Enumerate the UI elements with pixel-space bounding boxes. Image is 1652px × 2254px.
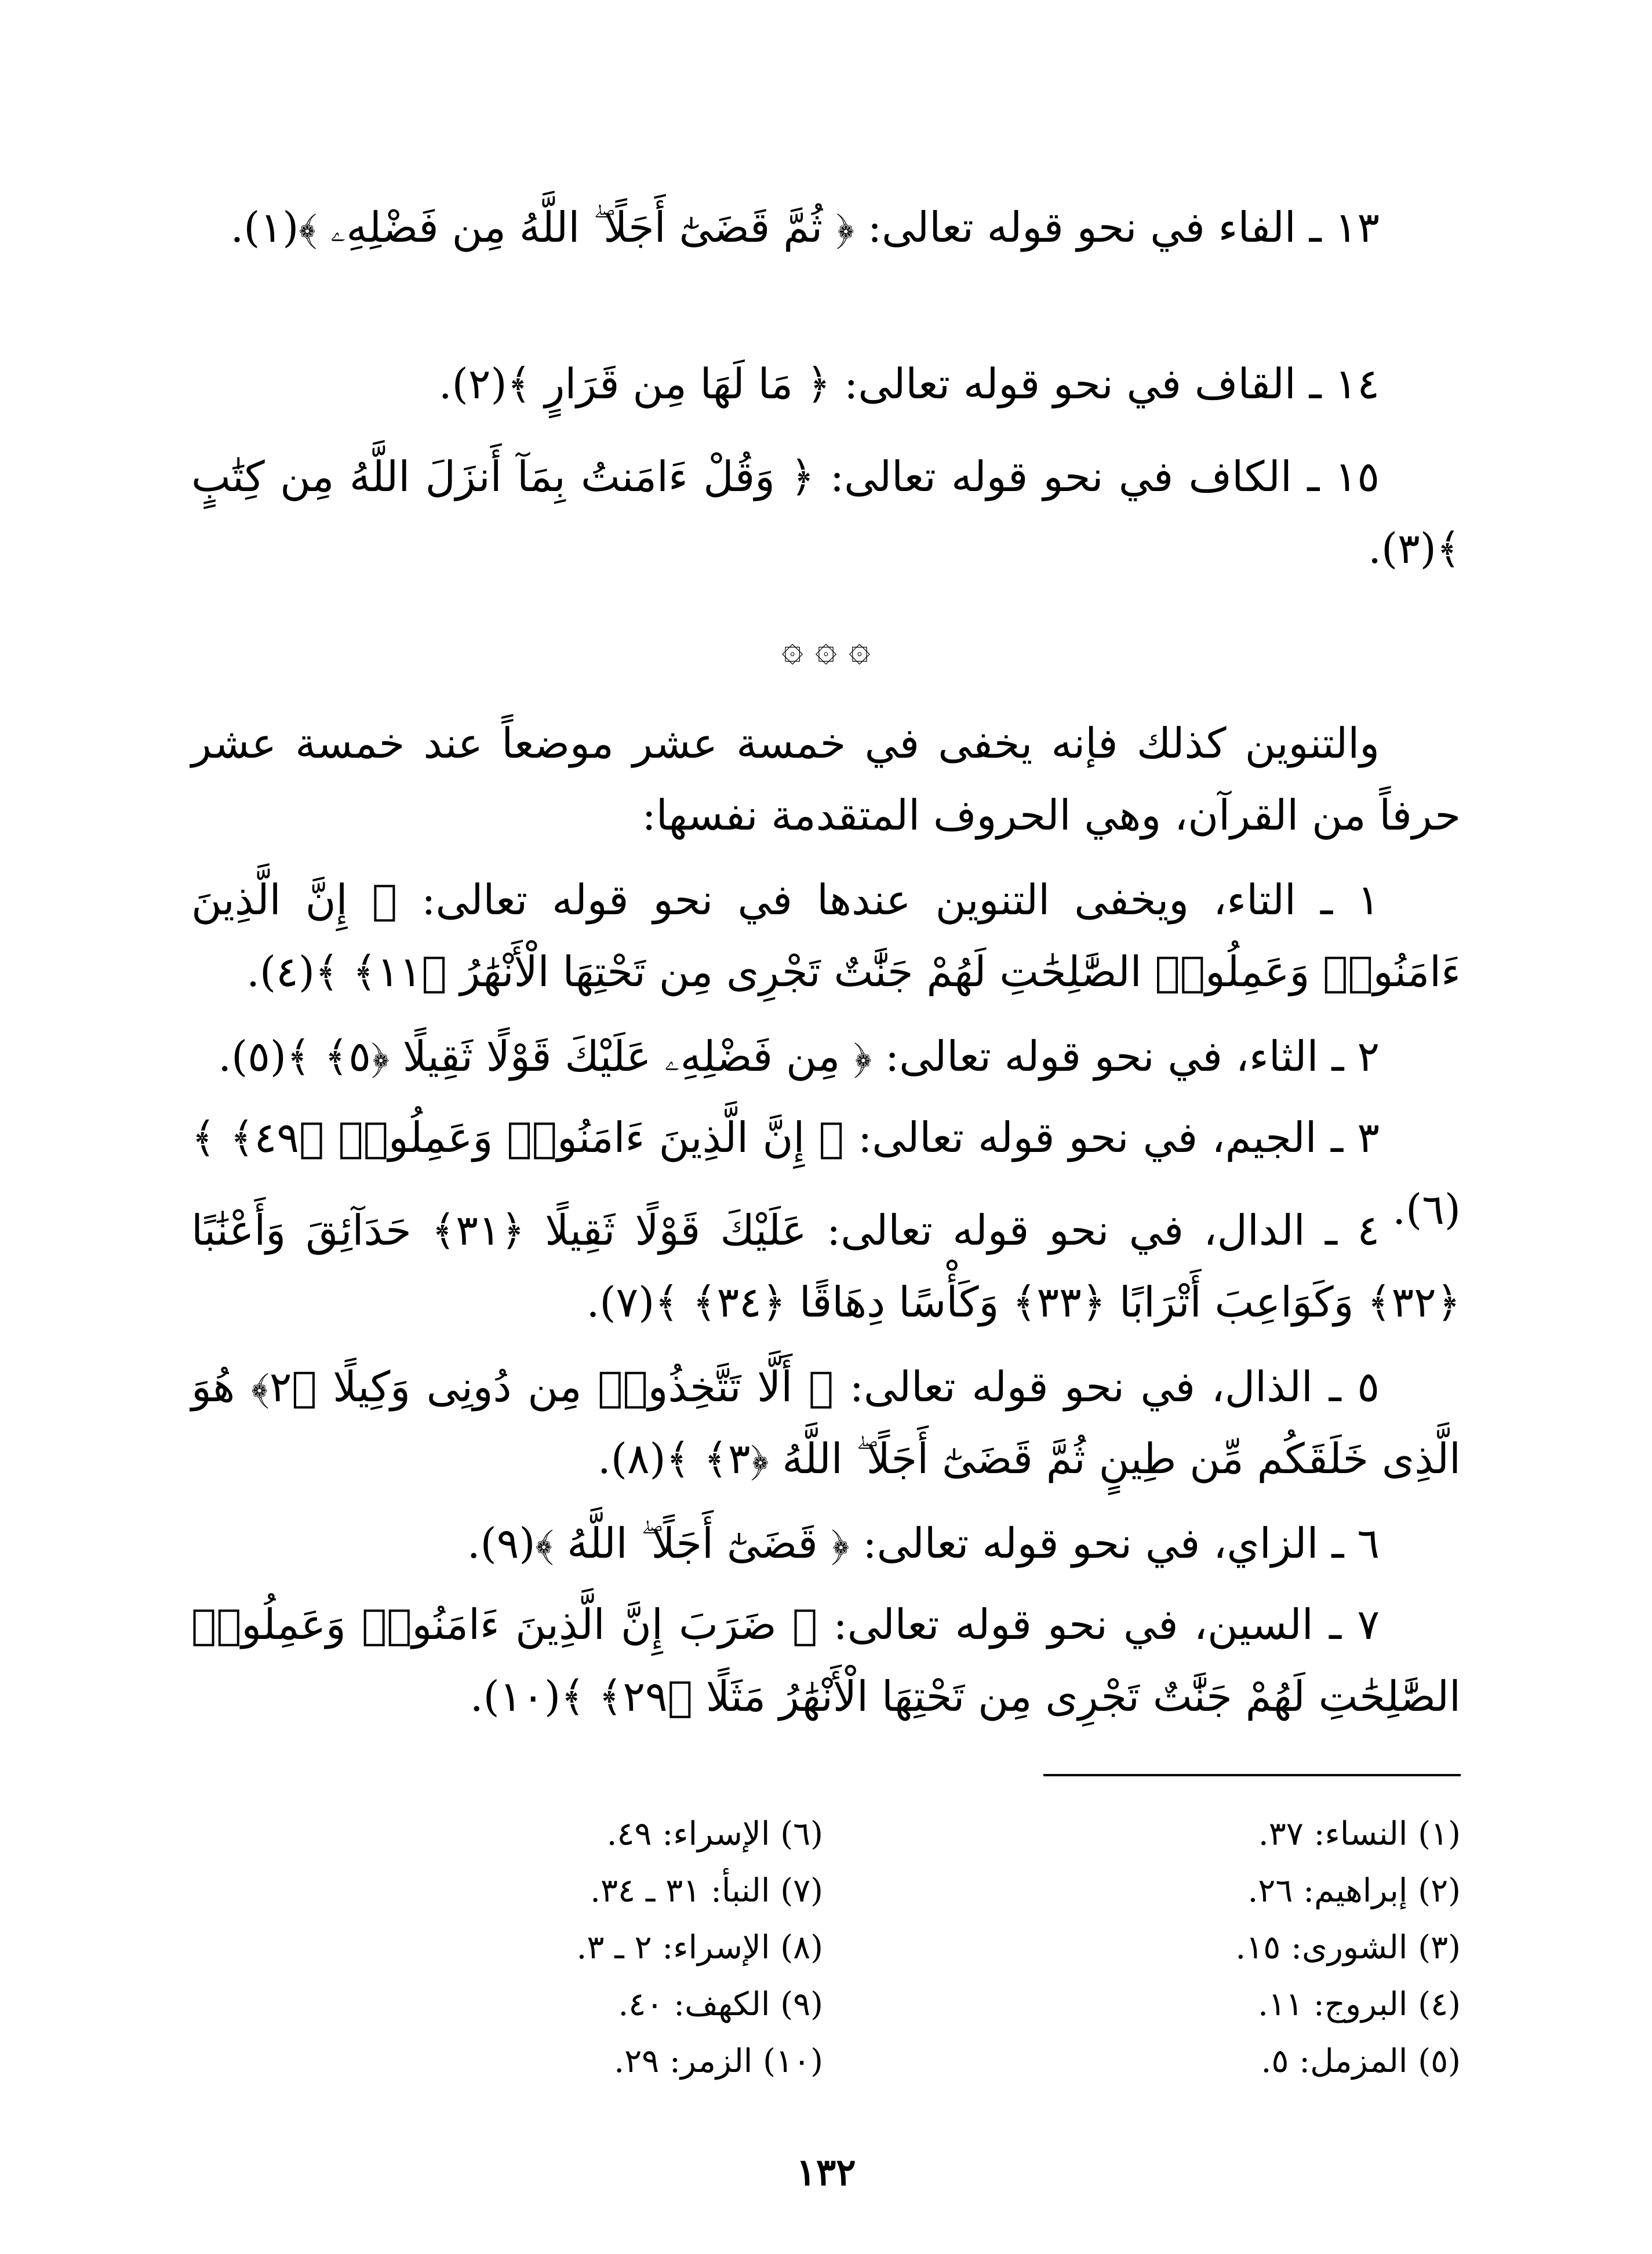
paragraph-kaf: ١٥ ـ الكاف في نحو قوله تعالى: ﴿ وَقُلْ ءَامَنتُ بِمَآ أَنزَلَ اللَّهُ مِن كِتَٰبٍ ﴾(٣).	[191, 452, 1461, 573]
footnote: (٨) الإسراء: ٢ ـ ٣.	[576, 1929, 823, 1966]
page-number: ١٣٢	[796, 2151, 856, 2194]
footnote: (٢) إبراهيم: ٢٦.	[1247, 1872, 1461, 1910]
footnote: (١٠) الزمر: ٢٩.	[614, 2042, 823, 2080]
footnote: (٧) النبأ: ٣١ ـ ٣٤.	[590, 1872, 823, 1910]
paragraph-tanween-intro: والتنوين كذلك فإنه يخفى في خمسة عشر موضعاً عند خمسة عشر حرفاً من القرآن، وهي الحروف المتقدمة نفسها:	[191, 719, 1461, 839]
paragraph-qaf: ١٤ ـ القاف في نحو قوله تعالى: ﴿ مَا لَهَا مِن قَرَارٍ ﴾(٢).	[438, 359, 1380, 408]
paragraph-ta: ١ ـ التاء، ويخفى التنوين عندها في نحو قوله تعالى: ﴿ إِنَّ الَّذِينَ ءَامَنُوا۟ وَعَمِلُوا۟ الصَّٰلِحَٰتِ لَهُمْ جَنَّٰتٌ تَجْرِى مِن تَحْتِهَا الْأَنْهَٰرُ ﴿١١﴾ ﴾(٤).	[191, 875, 1461, 996]
footnote: (٥) المزمل: ٥.	[1261, 2042, 1461, 2080]
footnotes-left-column	[441, 1806, 823, 2090]
footnotes-right-column	[985, 1806, 1461, 2090]
paragraph-dal: ٤ ـ الدال، في نحو قوله تعالى: عَلَيْكَ قَوْلًا ثَقِيلًا ﴿٣١﴾ حَدَآئِقَ وَأَعْنَٰبًا ﴿٣٢﴾ وَكَوَاعِبَ أَتْرَابًا ﴿٣٣﴾ وَكَأْسًا دِهَاقًا ﴿٣٤﴾ ﴾(٧).	[191, 1206, 1461, 1326]
footnote: (٦) الإسراء: ٤٩.	[606, 1815, 823, 1853]
paragraph-seen: ٧ ـ السين، في نحو قوله تعالى: ﴿ ضَرَبَ إِنَّ الَّذِينَ ءَامَنُوا۟ وَعَمِلُوا۟ الصَّٰلِحَٰتِ لَهُمْ جَنَّٰتٌ تَجْرِى مِن تَحْتِهَا الْأَنْهَٰرُ مَثَلًا ﴿٢٩﴾ ﴾(١٠).	[191, 1600, 1461, 1721]
paragraph-zay: ٦ ـ الزاي، في نحو قوله تعالى: ﴿ قَضَىٰٓ أَجَلًا ۖ اللَّهُ ﴾(٩).	[467, 1519, 1380, 1568]
paragraph-dhal: ٥ ـ الذال، في نحو قوله تعالى: ﴿ أَلَّا تَتَّخِذُوا۟ مِن دُونِى وَكِيلًا ﴿٢﴾ هُوَ الَّذِى خَلَقَكُم مِّن طِينٍ ثُمَّ قَضَىٰٓ أَجَلًا ۖ اللَّهُ ﴿٣﴾ ﴾(٨).	[191, 1362, 1461, 1483]
section-separator: ۞ ۞ ۞	[781, 627, 871, 670]
paragraph-fa: ١٣ ـ الفاء في نحو قوله تعالى: ﴿ ثُمَّ قَضَىٰٓ أَجَلًا ۖ اللَّهُ مِن فَضْلِهِۦ ﴾(١).	[230, 203, 1380, 252]
footnote: (١) النساء: ٣٧.	[1258, 1815, 1461, 1853]
footnote: (٣) الشورى: ١٥.	[1235, 1929, 1461, 1966]
footnote: (٩) الكهف: ٤٠.	[618, 1986, 823, 2023]
paragraph-jeem: ٣ ـ الجيم، في نحو قوله تعالى: ﴿ إِنَّ الَّذِينَ ءَامَنُوا۟ وَعَمِلُوا۟ ﴿٤٩﴾ ﴾(٦).	[191, 1113, 1461, 1234]
footnote: (٤) البروج: ١١.	[1258, 1986, 1461, 2023]
paragraph-tha: ٢ ـ الثاء، في نحو قوله تعالى: ﴿ مِن فَضْلِهِۦ عَلَيْكَ قَوْلًا ثَقِيلًا ﴿٥﴾ ﴾(٥).	[218, 1032, 1380, 1081]
footnote-divider	[1043, 1774, 1461, 1776]
